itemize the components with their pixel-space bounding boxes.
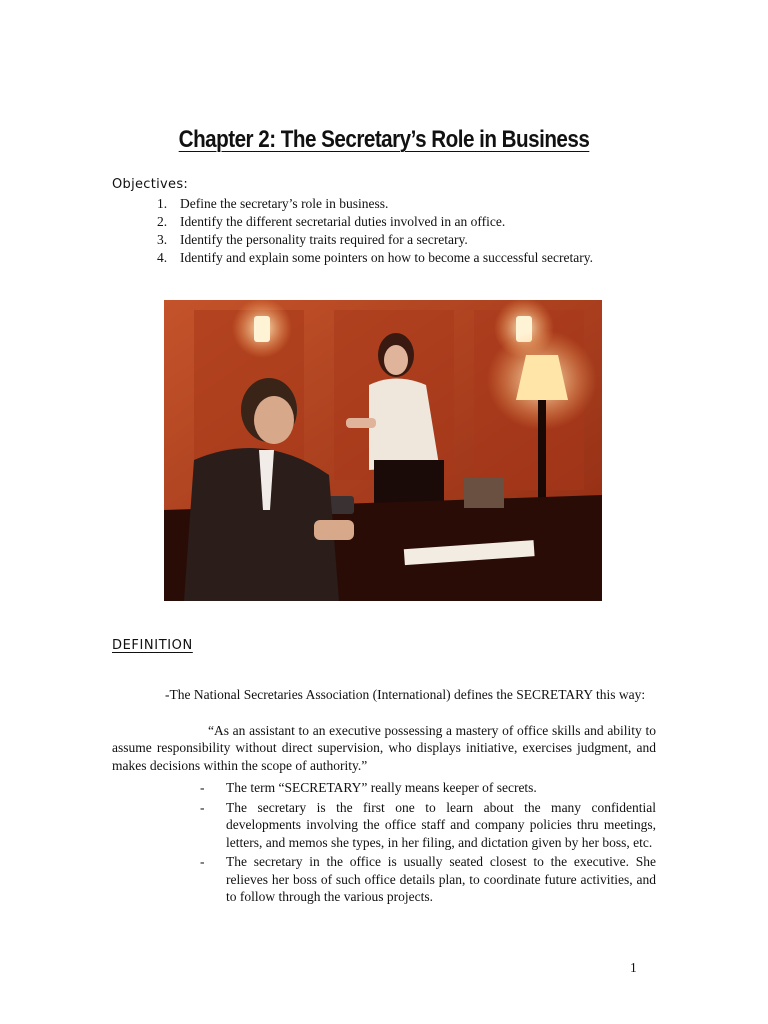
- objective-item: [157, 231, 593, 249]
- bullet-dash: -: [200, 780, 205, 795]
- bullet-item: [200, 799, 656, 852]
- office-photo-illustration: [164, 300, 602, 601]
- page-number: 1: [630, 960, 637, 975]
- bullet-item: [200, 853, 656, 906]
- definition-bullets: [200, 779, 656, 908]
- bullet-text: The secretary is the first one to learn about the many confidential developments involving the office staff and company policies thru meetings, letters, and memos she types, in her filing, and dictation given by her boss, etc.: [226, 799, 656, 850]
- bullet-text: The term “SECRETARY” really means keeper of secrets.: [226, 780, 537, 795]
- objective-number: 1.: [157, 196, 168, 211]
- objective-text: Identify the different secretarial duties involved in an office.: [180, 214, 506, 229]
- bullet-dash: -: [200, 854, 205, 869]
- objectives-list: [157, 195, 593, 267]
- objective-text: Identify and explain some pointers on how to become a successful secretary.: [180, 250, 593, 265]
- definition-quote: “As an assistant to an executive possessing a mastery of office skills and ability to assume responsibility without direct supervision, who displays initiative, exercises judgment, and makes decisions within the scope of authority.”: [112, 722, 656, 773]
- objective-item: [157, 249, 593, 267]
- bullet-item: [200, 779, 656, 797]
- wall-sconce: [254, 316, 270, 342]
- bullet-dash: -: [200, 799, 205, 815]
- chapter-title: Chapter 2: The Secretary’s Role in Business: [178, 126, 590, 153]
- objective-number: 4.: [157, 250, 168, 265]
- objective-text: Identify the personality traits required for a secretary.: [180, 232, 468, 247]
- objectives-heading: Objectives:: [112, 177, 189, 192]
- bullet-text: The secretary in the office is usually seated closest to the executive. She relieves her boss of such office details plan, to coordinate future activities, and to follow through the various projects.: [226, 854, 656, 904]
- definition-intro: -The National Secretaries Association (International) defines the SECRETARY this way:: [165, 686, 646, 702]
- objective-item: [157, 213, 593, 231]
- objective-number: 2.: [157, 214, 168, 229]
- definition-heading: DEFINITION: [112, 638, 193, 653]
- objective-number: 3.: [157, 232, 168, 247]
- objective-item: [157, 195, 593, 213]
- objective-text: Define the secretary’s role in business.: [180, 196, 389, 211]
- office-photo: [164, 300, 602, 601]
